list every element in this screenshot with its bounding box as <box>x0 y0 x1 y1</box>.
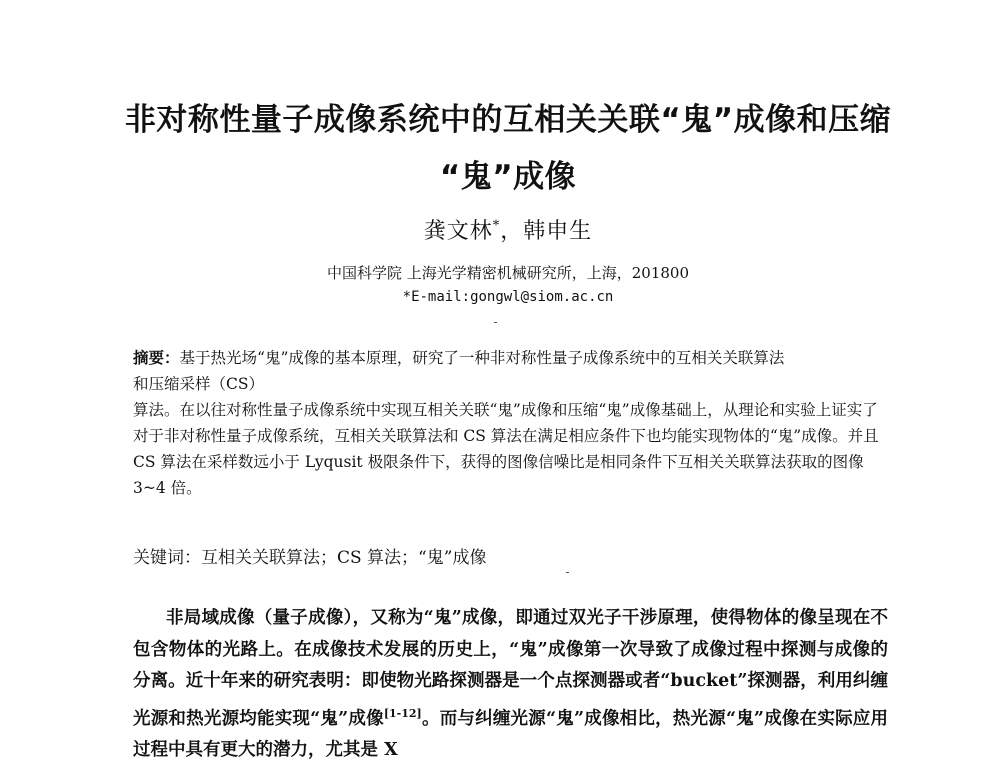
corresponding-author-mark: * <box>492 218 501 234</box>
author-primary: 龚文林 <box>423 219 493 244</box>
affiliation: 中国科学院 上海光学精密机械研究所，上海，201800 <box>326 264 690 282</box>
abstract-paragraph: 算法。在以往对称性量子成像系统中实现互相关关联“鬼”成像和压缩“鬼”成像基础上，从理论和实验上证实了对于非对称性量子成像系统，互相关关联算法和 CS 算法在满足相应条件下也均能实现物体的“鬼”成像。并且 CS 算法在采样数远小于 Lyqusit 极限条件下，获得的图像信噪比是相同条件下互相关关联算法获取的图像 3~4 倍。 <box>133 401 879 497</box>
author-list <box>118 214 898 245</box>
scan-speck <box>566 572 569 573</box>
intro-paragraph <box>133 603 888 760</box>
citation-reference: [1-12] <box>383 706 422 720</box>
abstract-line-1 <box>133 345 888 371</box>
keywords-line <box>133 543 888 568</box>
contact-email: *E-mail:gongwl@siom.ac.cn <box>402 289 614 305</box>
keywords-label: 关键词： <box>133 548 201 568</box>
keywords-text: 互相关关联算法；CS 算法；“鬼”成像 <box>201 548 487 568</box>
paper-title-line-2: “鬼”成像 <box>439 159 577 195</box>
author-secondary: ，韩申生 <box>500 219 593 244</box>
abstract-line-2: 和压缩采样（CS） <box>133 375 264 393</box>
intro-text-part-2: 。而与纠缠光源“鬼”成像相比，热光源“鬼”成像在实际应用过程中具有更大的潜力，尤其是 X <box>133 708 888 760</box>
abstract-label: 摘要： <box>133 348 180 367</box>
intro-text-part-1: 非局域成像（量子成像），又称为“鬼”成像，即通过双光子干涉原理，使得物体的像呈现在不包含物体的光路上。在成像技术发展的历史上，“鬼”成像第一次导致了成像过程中探测与成像的分离。近十年来的研究表明：即使物光路探测器是一个点探测器或者“bucket”探测器，利用纠缠光源和热光源均能实现“鬼”成像 <box>133 608 888 729</box>
paper-title-line-1: 非对称性量子成像系统中的互相关关联“鬼”成像和压缩 <box>124 102 892 138</box>
abstract-block <box>133 345 888 501</box>
scan-speck <box>494 322 497 323</box>
abstract-text-1: 基于热光场“鬼”成像的基本原理，研究了一种非对称性量子成像系统中的互相关关联算法 <box>179 349 785 367</box>
